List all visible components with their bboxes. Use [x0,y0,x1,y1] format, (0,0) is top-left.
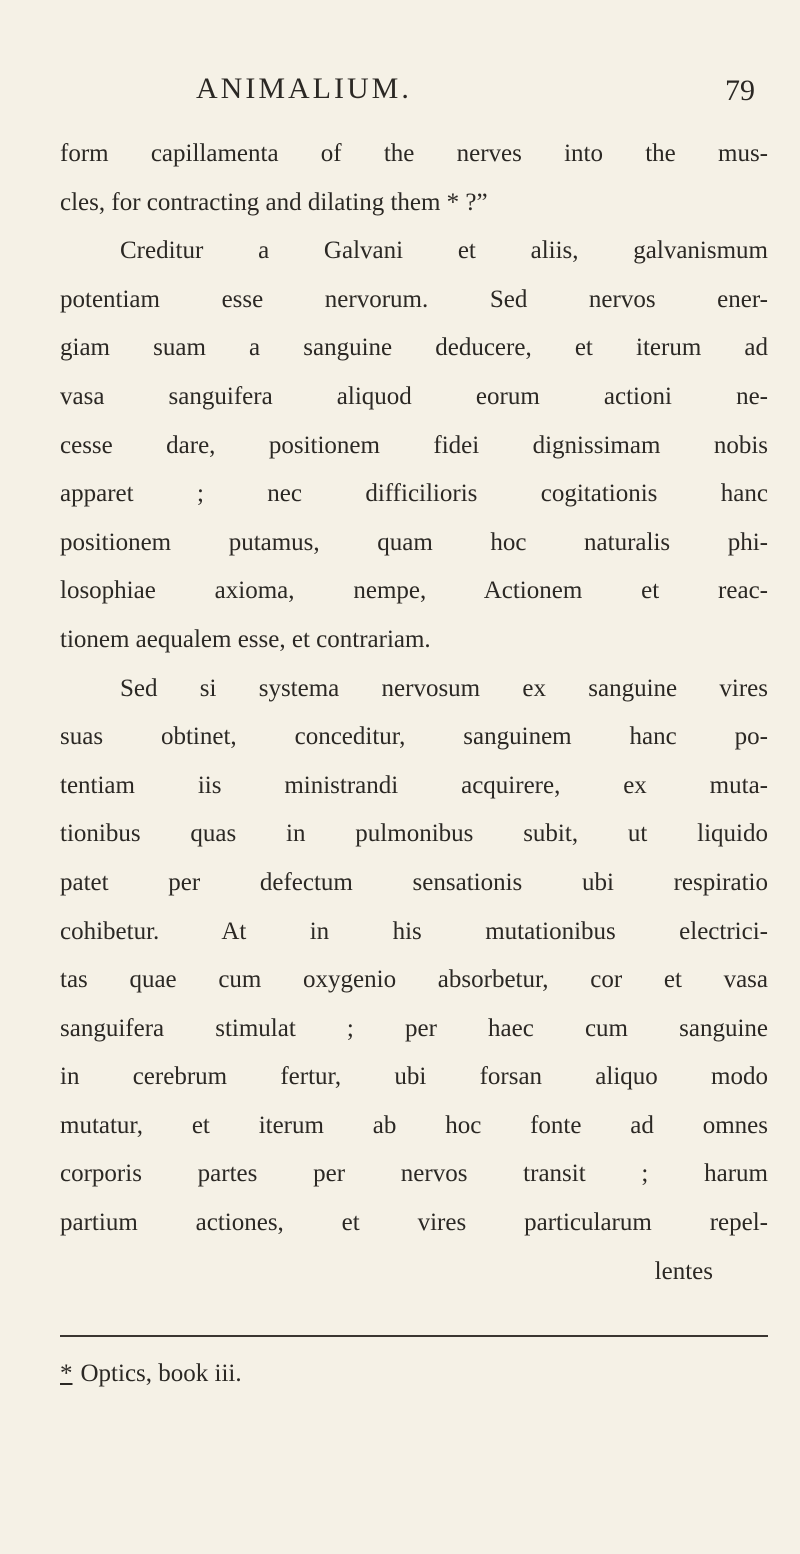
footnote-rule [60,1335,768,1337]
footnote-mark: * [60,1360,73,1387]
footnote [60,1360,242,1388]
text-line [60,665,768,714]
text-line: tentiam iis ministrandi acquirere, ex muta- [60,771,768,799]
catchword: lentes [654,1257,713,1285]
text-line: cohibetur. At in his mutationibus electrici- [60,917,768,945]
running-head: ANIMALIUM. [196,72,412,105]
text-line: partium actiones, et vires particularum repel- [60,1209,768,1237]
body-text [60,130,768,1296]
text-line: form capillamenta of the nerves into the mus- [60,140,768,167]
text-line: tionem aequalem esse, et contrariam. [60,625,431,653]
text-line: vasa sanguifera aliquod eorum actioni ne- [60,382,768,410]
text-line: sanguifera stimulat ; per haec cum sanguine [60,1014,768,1042]
text-line-content: Creditur a Galvani et aliis, galvanismum [120,237,768,265]
text-line: cesse dare, positionem fidei dignissimam nobis [60,431,768,459]
text-line: suas obtinet, conceditur, sanguinem hanc po- [60,723,768,751]
text-line: losophiae axioma, nempe, Actionem et reac- [60,577,768,605]
text-line [60,227,768,276]
text-line: tionibus quas in pulmonibus subit, ut liquido [60,820,768,848]
text-line: giam suam a sanguine deducere, et iterum ad [60,334,768,362]
text-line-content: Sed si systema nervosum ex sanguine vires [120,674,768,702]
text-line: positionem putamus, quam hoc naturalis phi- [60,528,768,556]
text-line: in cerebrum fertur, ubi forsan aliquo modo [60,1063,768,1091]
text-line: tas quae cum oxygenio absorbetur, cor et vasa [60,966,768,994]
text-line: corporis partes per nervos transit ; harum [60,1160,768,1188]
text-line: mutatur, et iterum ab hoc fonte ad omnes [60,1111,768,1139]
text-line: patet per defectum sensationis ubi respiratio [60,868,768,896]
text-line: potentiam esse nervorum. Sed nervos ener- [60,285,768,313]
text-line: cles, for contracting and dilating them * ?” [60,188,488,216]
page-number: 79 [725,74,755,107]
text-line: apparet ; nec difficilioris cogitationis hanc [60,480,768,508]
footnote-text: Optics, book iii. [80,1360,242,1387]
